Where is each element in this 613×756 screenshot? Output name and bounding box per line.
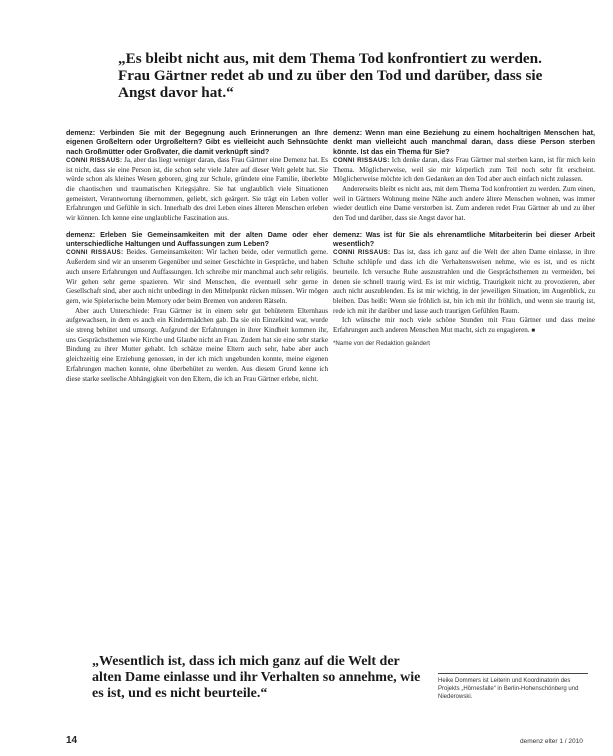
answer-text: Ich wünsche mir noch viele schöne Stunden mit Frau Gärtner und dass meine Erfahrungen auch anderen Menschen Mut macht, sich zu engagieren.: [333, 316, 595, 335]
answer-text: Ich denke daran, dass Frau Gärtner mal sterben kann, ist für mich kein Thema. Möglicherweise, weil sie mir körperlich zum Teil noch sehr fit erscheint. Möglicherweise möchte ich den Gedanken an den Tod aber auch einfach nicht zulassen.: [333, 155, 595, 184]
question-heading: demenz: Erleben Sie Gemeinsamkeiten mit der alten Dame oder eher unterschiedliche Haltungen und Auffassungen zum Leben?: [66, 229, 328, 249]
speaker-label: CONNI RISSAUS:: [333, 156, 390, 164]
answer-text: Andererseits bleibt es nicht aus, mit dem Thema Tod konfrontiert zu werden. Zum einen, weil in Gärtners Wohnung meine Nähe auch andere ältere Menschen wohnen, was immer wieder deutlich eine Dame verstorben ist. Zum anderen redet Frau Gärtner ab und zu über den Tod und darüber, dass sie Angst davor hat.: [333, 185, 595, 223]
question-heading: demenz: Verbinden Sie mit der Begegnung auch Erinnerungen an Ihre eigenen Großeltern oder Urgroßeltern? Gibt es vielleicht auch Sehnsüchte nach Großmütter oder Großvater, die damit verknüpft sind?: [66, 128, 328, 156]
magazine-name: demenz elter 1 / 2010: [520, 738, 583, 745]
answer-text: Beides. Gemeinsamkeiten: Wir lachen beide, oder vermutlich gerne. Außerdem sind wir an unserem Gegenüber und seiner Geschichte in Gespräche, und haben auch unsere Erfahrungen und Auffassungen. Ich schreibe mir manchmal auch sehr religiös. Wir gehen sehr gerne spazieren. Wir sind Menschen, die eventuell sehr gerne in Gesellschaft sind, aber auch nicht unbedingt in den Mittelpunkt rücken müssen. Wir mögen gern, wie Spielerische beim Memory oder beim Bremen von anderen Rätseln.: [66, 248, 329, 305]
question-heading: demenz: Was ist für Sie als ehrenamtliche Mitarbeiterin bei dieser Arbeit wesentlich?: [333, 229, 595, 249]
left-column: [66, 128, 328, 390]
speaker-label: CONNI RISSAUS:: [66, 249, 124, 257]
answer-text: Das ist, dass ich ganz auf die Welt der alten Dame einlasse, in ihre Schuhe schlüpfe und dass ich die Verhaltensweisen nehme, wie es ist, und es nicht beurteile. Ich versuche Ruhe auszustrahlen und die Gesprächsthemen zu vermeiden, bei denen sie schnell traurig wird. Es ist mir wichtig, Traurigkeit nicht zu provozieren, aber auch nicht auszublenden. Es ist mir wichtig, in der jeweiligen Situation, im Augenblick, zu bleiben. Das heißt: Wenn sie fröhlich ist, bin ich mit ihr fröhlich, und wenn sie traurig ist, rede ich mit ihr darüber und lasse auch traurigen Gefühlen Raum.: [333, 248, 595, 315]
author-caption: Heike Dommers ist Leiterin und Koordinatorin des Projekts „Hörnesfalle“ in Berlin-Hohenschönberg und Niederowski.: [438, 678, 579, 700]
answer-text: Aber auch Unterschiede: Frau Gärtner ist in einem sehr gut behütetem Elternhaus aufgewachsen, in dem es auch ein Kindermädchen gab. Da sie ein Einzelkind war, wurde sie streng behütet und umsorgt. Aufgrund der Erfahrungen in ihrer Kindheit kommen ihr, uns Gesprächsthemen wie Kirche und Glaube nicht an Frau. Zudem hat sie eine sehr starke Bindung zu ihrer Mutter gehabt. Ich schätze meine Eltern auch sehr, habe aber auch gleichzeitig eine Erziehung genossen, in der ich mich ungebunden konnte, meine eigenen Erfahrungen machen konnte, ohne überbehütet zu werden. Aus diesem Grund kenne ich diese starke seelische Abhängigkeit von den Eltern, die ich an Frau Gärtner erlebe, nicht.: [66, 306, 328, 383]
footnote: *Name von der Redaktion geändert: [333, 339, 430, 347]
speaker-label: CONNI RISSAUS:: [333, 249, 391, 257]
page-number: 14: [66, 735, 78, 746]
speaker-label: CONNI RISSAUS:: [66, 156, 123, 164]
caption-divider: [438, 673, 588, 674]
answer-text: Ja, aber das liegt weniger daran, dass Frau Gärtner eine Demenz hat. Es ist nicht, dass sie eine Person ist, die schon sehr viele Jahre auf dieser Welt gelebt hat. Sie würde schon als kleines Wesen geboren, ging zur Schule, gründete eine Familie, überlebte die chaotischen und traumatischen Kriegsjahre. Sie hat unglaublich viele Situationen gemeistert, Verantwortung übernommen, geliebt, sich geärgert. Sie trägt ein Leben voller Erfahrungen und Gefühle in sich. Innerhalb des drei Leben eines älteren Menschen erleben wir können. Ich kenne eine unglaubliche Faszination aus.: [66, 155, 328, 223]
right-column: [333, 128, 595, 355]
end-mark-icon: ■: [531, 328, 535, 335]
question-heading: demenz: Wenn man eine Beziehung zu einem hochaltrigen Menschen hat, denkt man vielleicht auch manchmal daran, dass diese Person sterben könnte. Ist das ein Thema für Sie?: [333, 128, 595, 156]
pull-quote-top: „Es bleibt nicht aus, mit dem Thema Tod konfrontiert zu werden. Frau Gärtner redet ab und zu über den Tod und darüber, dass sie Angst davor hat.“: [118, 50, 543, 101]
pull-quote-bottom: „Wesentlich ist, dass ich mich ganz auf die Welt der alten Dame einlasse und ihr Verhalten so annehme, wie es ist, und es nicht beurteile.“: [92, 654, 421, 701]
